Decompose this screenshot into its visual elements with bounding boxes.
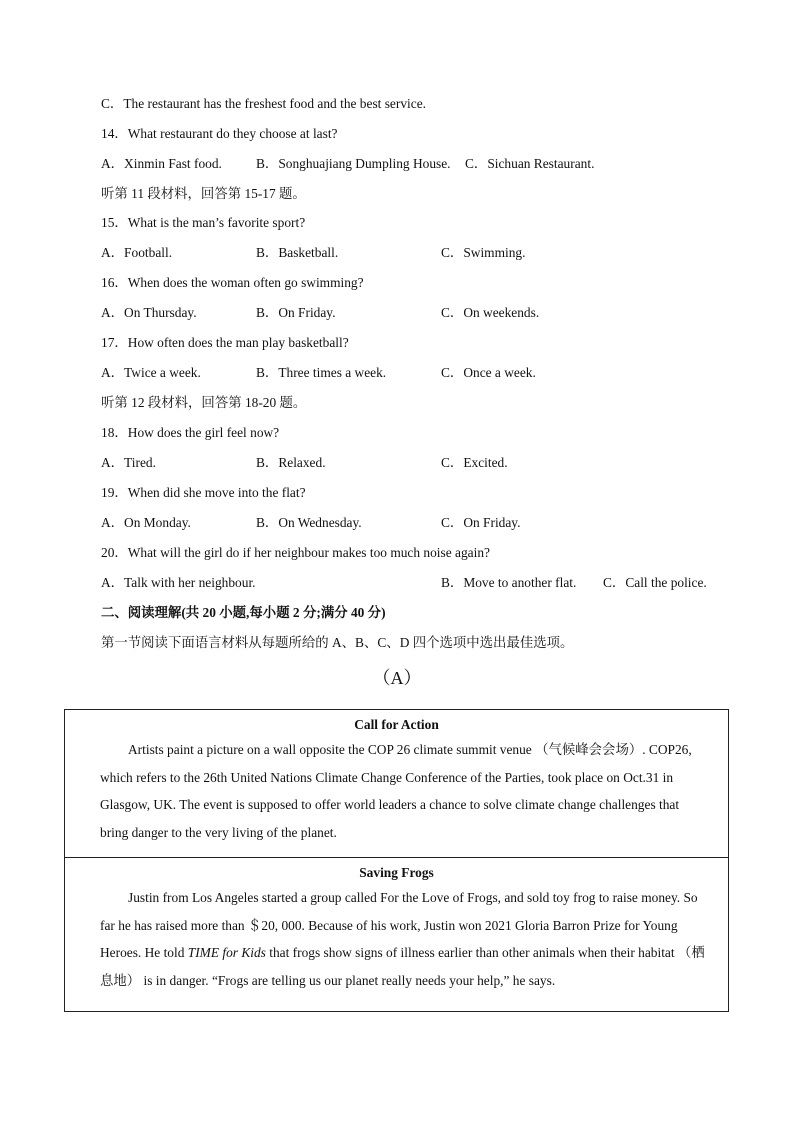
q17-option-a: A．Twice a week. (101, 365, 201, 380)
q14-option-c: C．Sichuan Restaurant. (465, 156, 595, 171)
q18-option-a: A．Tired. (101, 455, 156, 470)
box-title-saving-frogs: Saving Frogs (359, 865, 434, 880)
q18-stem: 18．How does the girl feel now? (101, 425, 280, 440)
q20-option-c: C．Call the police. (603, 575, 707, 590)
q18-option-c: C．Excited. (441, 455, 508, 470)
q15-option-b: B．Basketball. (256, 245, 339, 260)
passage-box-saving-frogs (64, 857, 729, 1012)
q14-stem: 14．What restaurant do they choose at last? (101, 126, 338, 141)
q19-option-a: A．On Monday. (101, 515, 191, 530)
box-text-call-for-action (65, 736, 728, 846)
q15-stem: 15．What is the man’s favorite sport? (101, 215, 306, 230)
q19-option-c: C．On Friday. (441, 515, 521, 530)
q15-option-c: C．Swimming. (441, 245, 526, 260)
q20-option-a: A．Talk with her neighbour. (101, 575, 256, 590)
q16-option-c: C．On weekends. (441, 305, 540, 320)
passage-box-call-for-action (64, 709, 729, 858)
q16-option-b: B．On Friday. (256, 305, 336, 320)
reading-section-heading: 二、阅读理解(共 20 小题,每小题 2 分;满分 40 分) (101, 605, 386, 620)
q15-option-a: A．Football. (101, 245, 173, 260)
frogs-text-after: that frogs show signs of illness earlier than other animals when their habitat （栖息地） is in danger. “Frogs are telling us our planet really needs your help,” he says. (100, 945, 705, 988)
q20-option-b: B．Move to another flat. (441, 575, 577, 590)
q19-option-b: B．On Wednesday. (256, 515, 362, 530)
reading-section-instruction: 第一节阅读下面语言材料从每题所给的 A、B、C、D 四个选项中选出最佳选项。 (101, 635, 574, 650)
q14-option-b: B．Songhuajiang Dumpling House. (256, 156, 451, 171)
q16-stem: 16．When does the woman often go swimming? (101, 275, 364, 290)
passage-label: （A） (372, 668, 422, 688)
q19-stem: 19．When did she move into the flat? (101, 485, 306, 500)
q17-stem: 17．How often does the man play basketball? (101, 335, 349, 350)
box-text-saving-frogs (65, 884, 728, 994)
section-11-instruction: 听第 11 段材料，回答第 15-17 题。 (101, 186, 306, 201)
q17-option-c: C．Once a week. (441, 365, 536, 380)
frogs-text-before: Justin from Los Angeles started a group called For the Love of Frogs, and sold toy frog to raise money. So far he has raised more than ＄20, 000. Because of his work, Justin won 2021 Gloria Barron Prize for Young Heroes. He told (100, 890, 698, 960)
box-title-call-for-action: Call for Action (354, 717, 439, 732)
box-paragraph-call-for-action: Artists paint a picture on a wall opposite the COP 26 climate summit venue （气候峰会会场）. COP26, which refers to the 26th United Nations Climate Change Conference of the Parties, took place on Oct.31 in Glasgow, UK. The event is supposed to offer world leaders a chance to solve climate change challenges that bring danger to the very living of the planet. (100, 742, 692, 840)
q17-option-b: B．Three times a week. (256, 365, 387, 380)
section-12-instruction: 听第 12 段材料，回答第 18-20 题。 (101, 395, 307, 410)
box-paragraph-saving-frogs (100, 884, 708, 994)
q18-option-b: B．Relaxed. (256, 455, 326, 470)
q16-option-a: A．On Thursday. (101, 305, 197, 320)
q14-option-a: A．Xinmin Fast food. (101, 156, 222, 171)
q20-stem: 20．What will the girl do if her neighbour makes too much noise again? (101, 545, 490, 560)
magazine-title: TIME for Kids (187, 945, 266, 960)
q13-option-c: C．The restaurant has the freshest food and the best service. (101, 96, 426, 111)
